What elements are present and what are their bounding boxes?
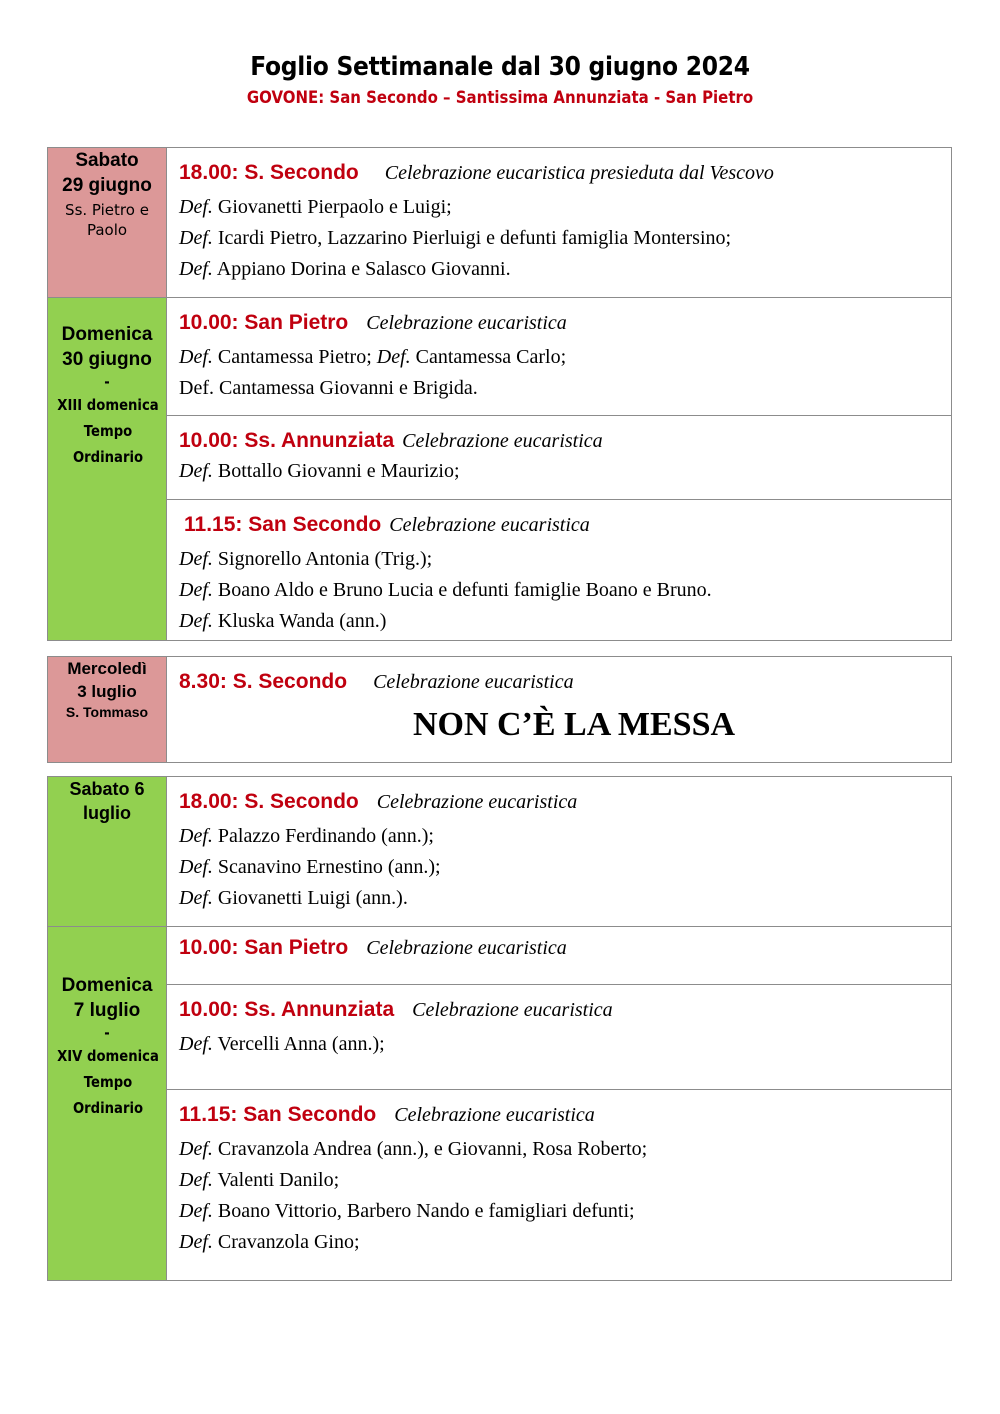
mass-time: 18.00: S. Secondo xyxy=(179,161,359,184)
intention: Def. Valenti Danilo; xyxy=(179,1169,340,1191)
mass-cell xyxy=(167,298,952,416)
day-name: Sabato xyxy=(75,150,139,171)
mass-time: 10.00: Ss. Annunziata xyxy=(179,998,395,1021)
page-title: Foglio Settimanale dal 30 giugno 2024 xyxy=(250,52,750,82)
mass-cell xyxy=(167,500,952,641)
schedule-block-2 xyxy=(47,656,952,763)
mass-desc: Celebrazione eucaristica xyxy=(366,937,567,959)
intention: Def. Giovanetti Pierpaolo e Luigi; xyxy=(179,196,452,218)
mass-header xyxy=(179,787,939,817)
schedule-block-1 xyxy=(47,147,952,641)
day-row xyxy=(48,657,952,763)
day-dash: - xyxy=(104,373,110,391)
intention: Def. Cantamessa Pietro; Def. Cantamessa Carlo; xyxy=(179,346,567,368)
intention: Def. Cravanzola Gino; xyxy=(179,1231,360,1253)
day-date: 7 luglio xyxy=(73,1000,141,1021)
cancel-notice: NON C’È LA MESSA xyxy=(412,706,736,743)
mass-desc: Celebrazione eucaristica xyxy=(402,430,603,452)
mass-cell xyxy=(167,777,952,927)
intention: Def. Kluska Wanda (ann.) xyxy=(179,610,387,632)
mass-row xyxy=(48,416,952,500)
page-subtitle: GOVONE: San Secondo – Santissima Annunziata - San Pietro xyxy=(246,88,754,108)
mass-time: 8.30: S. Secondo xyxy=(179,670,348,693)
mass-header xyxy=(179,995,939,1025)
mass-cell xyxy=(167,148,952,298)
mass-row xyxy=(48,985,952,1090)
day-row xyxy=(48,777,952,927)
mass-desc: Celebrazione eucaristica xyxy=(412,999,613,1021)
mass-desc: Celebrazione eucaristica xyxy=(389,514,590,536)
page-header xyxy=(0,52,1000,108)
mass-header xyxy=(179,933,939,963)
mass-desc: Celebrazione eucaristica xyxy=(376,791,578,813)
mass-row xyxy=(48,500,952,641)
mass-header xyxy=(179,667,939,697)
intention: Def. Cravanzola Andrea (ann.), e Giovanni, Rosa Roberto; xyxy=(179,1138,648,1160)
day-row xyxy=(48,298,952,416)
day-dash: - xyxy=(104,1024,110,1042)
day-row xyxy=(48,927,952,985)
schedule-block-3 xyxy=(47,776,952,1281)
mass-row xyxy=(48,1090,952,1281)
day-note: Ss. Pietro e Paolo xyxy=(65,201,149,239)
mass-header xyxy=(179,158,939,188)
day-note: XIII domenica Tempo Ordinario xyxy=(57,396,159,466)
mass-cell xyxy=(167,1090,952,1281)
day-date: 29 giugno xyxy=(62,175,152,196)
intention: Def. Giovanetti Luigi (ann.). xyxy=(179,887,408,909)
mass-time: 11.15: San Secondo xyxy=(184,513,382,536)
mass-time: 11.15: San Secondo xyxy=(179,1103,377,1126)
mass-time: 10.00: San Pietro xyxy=(179,936,349,959)
day-note: XIV domenica Tempo Ordinario xyxy=(57,1047,159,1117)
day-name: Mercoledì xyxy=(67,659,147,678)
mass-cell xyxy=(167,927,952,985)
mass-desc: Celebrazione eucaristica xyxy=(366,312,567,334)
mass-header xyxy=(179,1100,939,1130)
intention: Def. Vercelli Anna (ann.); xyxy=(179,1033,385,1055)
mass-time: 18.00: S. Secondo xyxy=(179,790,359,813)
mass-time: 10.00: Ss. Annunziata xyxy=(179,429,395,452)
intention: Def. Cantamessa Giovanni e Brigida. xyxy=(179,377,478,399)
day-row xyxy=(48,148,952,298)
day-name: Sabato 6 xyxy=(69,779,145,799)
day-name: Domenica xyxy=(61,324,153,345)
mass-desc: Celebrazione eucaristica presieduta dal Vescovo xyxy=(384,162,774,184)
mass-desc: Celebrazione eucaristica xyxy=(373,671,574,693)
mass-desc: Celebrazione eucaristica xyxy=(394,1104,595,1126)
intention: Def. Palazzo Ferdinando (ann.); xyxy=(179,825,434,847)
day-date: 3 luglio xyxy=(77,682,137,701)
day-cell-domenica-30 xyxy=(48,298,167,641)
day-date: 30 giugno xyxy=(62,349,152,370)
day-cell-sabato-6 xyxy=(48,777,167,927)
mass-cell xyxy=(167,416,952,500)
intention: Def. Boano Vittorio, Barbero Nando e famigliari defunti; xyxy=(179,1200,635,1222)
day-date: luglio xyxy=(83,803,131,823)
day-name: Domenica xyxy=(61,975,153,996)
mass-header xyxy=(179,308,939,338)
intention: Def. Icardi Pietro, Lazzarino Pierluigi e defunti famiglia Montersino; xyxy=(179,227,732,249)
mass-cell xyxy=(167,985,952,1090)
intention: Def. Bottallo Giovanni e Maurizio; xyxy=(179,460,460,482)
intention: Def. Appiano Dorina e Salasco Giovanni. xyxy=(179,258,511,280)
intention: Def. Signorello Antonia (Trig.); xyxy=(179,548,433,570)
intention: Def. Scanavino Ernestino (ann.); xyxy=(179,856,441,878)
mass-cell xyxy=(167,657,952,763)
mass-header xyxy=(179,426,939,456)
mass-header xyxy=(179,510,939,540)
day-note: S. Tommaso xyxy=(65,704,149,720)
day-cell-mercoledi-3 xyxy=(48,657,167,763)
day-cell-domenica-7 xyxy=(48,927,167,1281)
intention: Def. Boano Aldo e Bruno Lucia e defunti famiglie Boano e Bruno. xyxy=(179,579,712,601)
mass-time: 10.00: San Pietro xyxy=(179,311,349,334)
day-cell-sabato-29 xyxy=(48,148,167,298)
